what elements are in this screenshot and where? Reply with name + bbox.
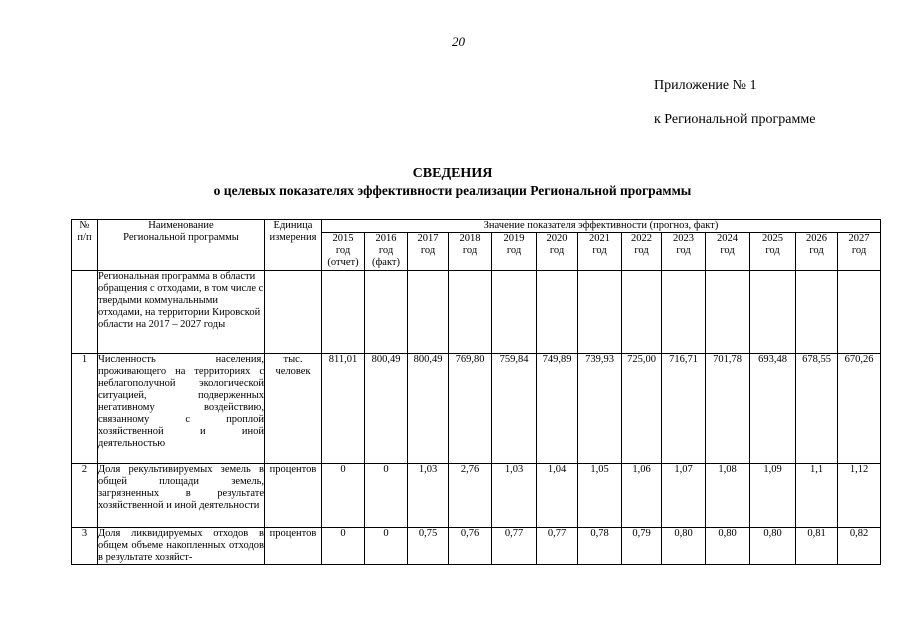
program-unit-cell xyxy=(265,271,322,354)
year-header-line1: 2025 xyxy=(762,233,783,244)
program-value-cell xyxy=(706,271,750,354)
year-header-line2: год xyxy=(462,245,478,256)
year-header-line1: 2018 xyxy=(459,233,481,244)
indicator-value: 2,76 xyxy=(449,464,492,528)
indicator-name: Доля ликвидируемых отходов в общем объеме накопленных отходов в результате хозяйст- xyxy=(98,528,264,563)
year-header-line1: 2019 xyxy=(503,233,525,244)
indicator-unit: процентов xyxy=(265,528,322,565)
indicator-value: 1,12 xyxy=(838,464,881,528)
year-header-line1: 2026 xyxy=(806,233,827,244)
year-header-line1: 2022 xyxy=(631,233,652,244)
indicator-value: 739,93 xyxy=(578,354,622,464)
program-value-cell xyxy=(492,271,537,354)
indicator-value: 1,07 xyxy=(662,464,706,528)
year-header-line1: 2015 xyxy=(332,233,354,244)
indicator-value: 1,1 xyxy=(796,464,838,528)
indicator-value: 1,06 xyxy=(622,464,662,528)
year-header-line3: (факт) xyxy=(371,257,400,268)
indicator-value: 1,05 xyxy=(578,464,622,528)
indicator-value: 769,80 xyxy=(449,354,492,464)
year-header-line2: год xyxy=(851,245,867,256)
indicator-value: 1,03 xyxy=(408,464,449,528)
indicator-value: 0,76 xyxy=(449,528,492,565)
row-number: 1 xyxy=(72,354,98,464)
indicator-value: 0,80 xyxy=(750,528,796,565)
indicator-value: 1,04 xyxy=(537,464,578,528)
program-value-cell xyxy=(537,271,578,354)
header-num-line1: № xyxy=(79,220,90,231)
indicator-value: 0,82 xyxy=(838,528,881,565)
program-name-cell: Региональная программа в области обращения с отходами, в том числе с твердыми коммунальными отходами, на территории Кировской области на 2017 – 2027 годы xyxy=(98,271,265,354)
program-value-cell xyxy=(578,271,622,354)
indicator-value: 0,79 xyxy=(622,528,662,565)
indicator-value: 725,00 xyxy=(622,354,662,464)
appendix-label: Приложение № 1 xyxy=(654,78,757,93)
indicator-value: 0,81 xyxy=(796,528,838,565)
year-header-2025 xyxy=(750,233,796,271)
program-value-cell xyxy=(796,271,838,354)
year-header-2026 xyxy=(796,233,838,271)
header-name-line2: Региональной программы xyxy=(123,232,239,243)
header-name-line1: Наименование xyxy=(148,220,214,231)
indicator-value: 0,77 xyxy=(537,528,578,565)
appendix-reference: к Региональной программе xyxy=(654,112,816,127)
year-header-2017 xyxy=(408,233,449,271)
header-unit-line1: Единица xyxy=(273,220,313,231)
year-header-line1: 2017 xyxy=(417,233,439,244)
year-header-line2: год xyxy=(634,245,649,256)
table-row xyxy=(72,464,881,528)
header-values-group: Значение показателя эффективности (прогноз, факт) xyxy=(322,220,881,233)
year-header-2020 xyxy=(537,233,578,271)
row-number: 2 xyxy=(72,464,98,528)
year-header-line2: год xyxy=(420,245,436,256)
year-header-line2: год xyxy=(765,245,780,256)
row-number: 3 xyxy=(72,528,98,565)
indicator-value: 0,80 xyxy=(706,528,750,565)
program-value-cell xyxy=(449,271,492,354)
indicator-value: 0 xyxy=(365,528,408,565)
year-header-line2: год xyxy=(676,245,691,256)
document-title: СВЕДЕНИЯ xyxy=(412,166,493,181)
indicator-value: 670,26 xyxy=(838,354,881,464)
year-header-2016 xyxy=(365,233,408,271)
program-value-cell xyxy=(408,271,449,354)
document-subtitle: о целевых показателях эффективности реализации Региональной программы xyxy=(213,183,692,198)
year-header-line3: (отчет) xyxy=(327,257,359,268)
program-value-cell xyxy=(322,271,365,354)
indicators-table xyxy=(71,219,881,565)
year-header-line2: год xyxy=(549,245,565,256)
page-number: 20 xyxy=(452,34,465,49)
year-header-line2: год xyxy=(592,245,607,256)
header-unit-line2: измерения xyxy=(269,232,317,243)
indicator-value: 0 xyxy=(322,528,365,565)
indicator-name: Доля рекультивируемых земель в общей площади земель, загрязненных в результате хозяйственной и иной деятельности xyxy=(98,464,265,528)
indicator-value: 0 xyxy=(365,464,408,528)
indicator-value: 701,78 xyxy=(706,354,750,464)
indicator-value: 0,80 xyxy=(662,528,706,565)
indicator-value: 0,77 xyxy=(492,528,537,565)
indicator-value: 1,08 xyxy=(706,464,750,528)
year-header-line2: год xyxy=(720,245,735,256)
indicator-value: 1,03 xyxy=(492,464,537,528)
year-header-line2: год xyxy=(809,245,824,256)
year-header-line1: 2023 xyxy=(673,233,694,244)
year-header-2015 xyxy=(322,233,365,271)
program-value-cell xyxy=(838,271,881,354)
year-header-2021 xyxy=(578,233,622,271)
year-header-line1: 2024 xyxy=(717,233,738,244)
year-header-line1: 2020 xyxy=(546,233,568,244)
indicator-value: 716,71 xyxy=(662,354,706,464)
table-row xyxy=(72,354,881,464)
year-header-line2: год xyxy=(378,245,394,256)
header-name-cell xyxy=(98,220,265,271)
year-header-line2: год xyxy=(506,245,522,256)
indicator-value: 800,49 xyxy=(365,354,408,464)
program-num-cell xyxy=(72,271,98,354)
indicator-value: 0 xyxy=(322,464,365,528)
indicator-value: 0,75 xyxy=(408,528,449,565)
year-header-2024 xyxy=(706,233,750,271)
indicator-value: 1,09 xyxy=(750,464,796,528)
indicator-value: 811,01 xyxy=(322,354,365,464)
year-header-line1: 2027 xyxy=(848,233,870,244)
year-header-2019 xyxy=(492,233,537,271)
indicator-unit: тыс. человек xyxy=(265,354,322,464)
header-unit-cell xyxy=(265,220,322,271)
header-num-line2: п/п xyxy=(77,232,92,243)
header-num-cell xyxy=(72,220,98,271)
year-header-2027 xyxy=(838,233,881,271)
year-header-2022 xyxy=(622,233,662,271)
year-header-2023 xyxy=(662,233,706,271)
program-value-cell xyxy=(622,271,662,354)
indicator-value: 759,84 xyxy=(492,354,537,464)
indicator-value: 0,78 xyxy=(578,528,622,565)
table-row xyxy=(72,528,881,565)
indicator-value: 693,48 xyxy=(750,354,796,464)
program-value-cell xyxy=(750,271,796,354)
indicator-unit: процентов xyxy=(265,464,322,528)
indicator-value: 678,55 xyxy=(796,354,838,464)
year-header-line2: год xyxy=(335,245,351,256)
year-header-line1: 2016 xyxy=(375,233,397,244)
program-value-cell xyxy=(365,271,408,354)
indicator-value: 800,49 xyxy=(408,354,449,464)
program-value-cell xyxy=(662,271,706,354)
year-header-2018 xyxy=(449,233,492,271)
indicator-name: Численность населения, проживающего на территориях с неблагополучной экологической ситуацией, подверженных негативному воздействию, связанному с проплой хозяйственной и иной деятельностью xyxy=(98,354,265,464)
year-header-line1: 2021 xyxy=(589,233,610,244)
indicator-value: 749,89 xyxy=(537,354,578,464)
